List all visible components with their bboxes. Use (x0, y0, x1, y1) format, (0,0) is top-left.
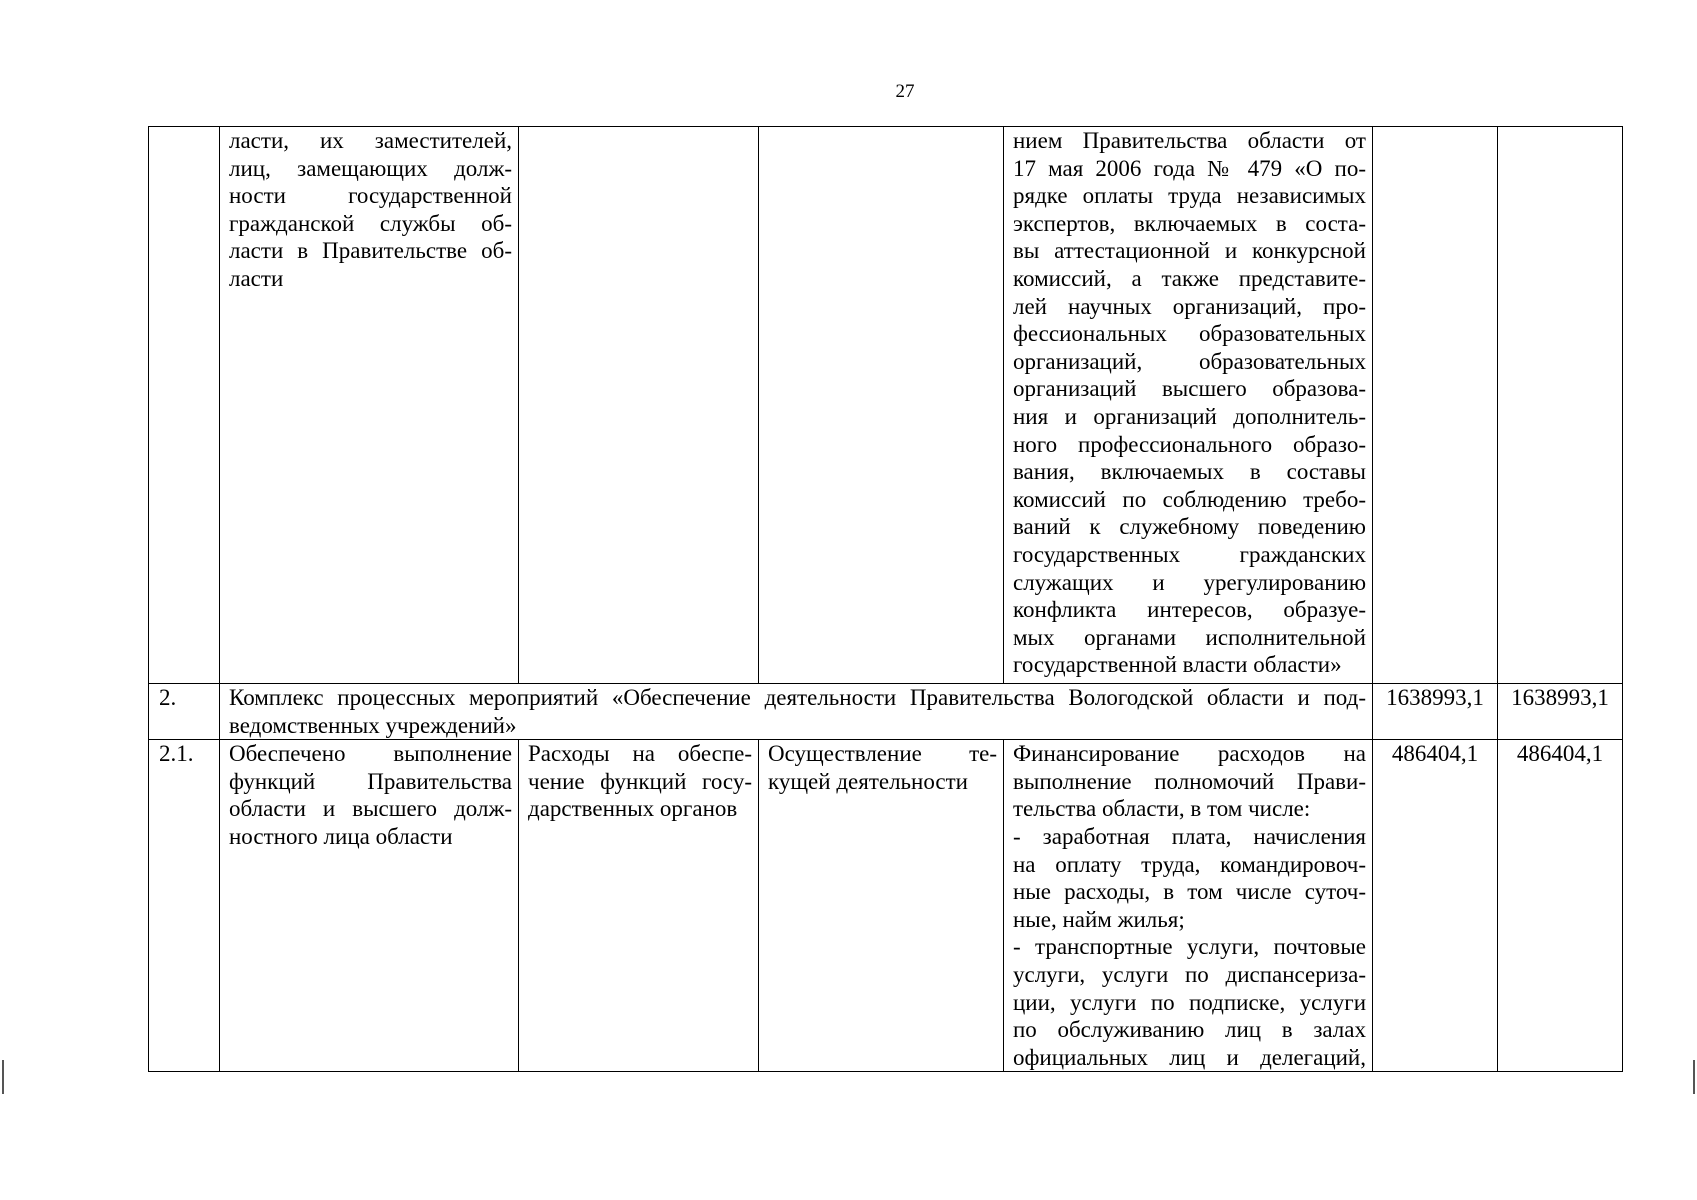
result-text (229, 740, 512, 850)
text-line: Финансирование расходов на (1013, 741, 1366, 767)
text-line: ции, услуги по подписке, услуги (1013, 989, 1366, 1015)
text-line: на оплату труда, командировоч- (1013, 851, 1366, 877)
text-line: Комплекс процессных мероприятий «Обеспечение деятельности Правительства Вологодской области и под- (229, 685, 1366, 710)
text-line: официальных лиц и делегаций, (1013, 1044, 1366, 1070)
text-line: комиссий, а также представите- (1013, 265, 1366, 291)
complex-title (220, 684, 1373, 740)
cell-number-empty (149, 127, 220, 684)
scan-margin-mark-right (1693, 1060, 1695, 1094)
cell-activity-empty (759, 127, 1004, 684)
page-number: 27 (895, 81, 915, 102)
text-line: услуги, услуги по диспансериза- (1013, 961, 1366, 987)
cell-amount-1-empty (1373, 127, 1498, 684)
text-line: лей научных организаций, про- (1013, 293, 1366, 319)
text-line: ния и организаций дополнитель- (1013, 403, 1366, 429)
text-line: гражданской службы об- (229, 210, 512, 236)
cell-result (220, 740, 519, 1072)
text-line: ные расходы, в том числе суточ- (1013, 879, 1366, 905)
text-line: функций Правительства (229, 768, 512, 794)
text-line: мых органами исполнительной (1013, 624, 1366, 650)
text-line: служащих и урегулированию (1013, 569, 1366, 595)
text-line: ваний к служебному поведению (1013, 514, 1366, 540)
cell-description-continued (1004, 127, 1373, 684)
table-row-2-1 (149, 740, 1623, 1072)
cell-activity (759, 740, 1004, 1072)
complex-title-text (229, 684, 1366, 739)
text-line: организаций высшего образова- (1013, 376, 1366, 402)
amount-1: 1638993,1 (1373, 684, 1498, 740)
amount-2: 486404,1 (1498, 740, 1623, 1072)
table-row-2 (149, 684, 1623, 740)
text-line: выполнение полномочий Прави- (1013, 768, 1366, 794)
text-line: фессиональных образовательных (1013, 321, 1366, 347)
text-line: чение функций госу- (528, 768, 752, 794)
row-number: 2. (149, 684, 220, 740)
description-text (1013, 740, 1366, 1071)
cell-amount-2-empty (1498, 127, 1623, 684)
scan-margin-mark-left (2, 1060, 4, 1094)
cell-result-continued (220, 127, 519, 684)
text-line: организаций, образовательных (1013, 348, 1366, 374)
text-line: экспертов, включаемых в соста- (1013, 210, 1366, 236)
row-number: 2.1. (149, 740, 220, 1072)
text-line: Осуществление те- (768, 741, 997, 767)
text-line: дарственных органов (528, 796, 738, 822)
text-line: государственных гражданских (1013, 541, 1366, 567)
text-line: ведомственных учреждений» (229, 712, 517, 738)
text-line: ностного лица области (229, 823, 453, 849)
text-line: Расходы на обеспе- (528, 741, 752, 767)
cell-expense-empty (519, 127, 759, 684)
description-text (1013, 127, 1366, 679)
amount-2: 1638993,1 (1498, 684, 1623, 740)
amount-1: 486404,1 (1373, 740, 1498, 1072)
document-table (148, 126, 1623, 1072)
activity-text (768, 740, 997, 795)
text-line: - заработная плата, начисления (1013, 823, 1366, 849)
text-line: ного профессионального образо- (1013, 431, 1366, 457)
table-row-continued (149, 127, 1623, 684)
text-line: кущей деятельности (768, 768, 968, 794)
text-line: комиссий по соблюдению требо- (1013, 486, 1366, 512)
cell-description (1004, 740, 1373, 1072)
text-line: ности государственной (229, 183, 512, 209)
text-line: тельства области, в том числе: (1013, 796, 1311, 822)
text-line: ласти (229, 265, 284, 291)
text-line: области и высшего долж- (229, 796, 512, 822)
text-line: ные, найм жилья; (1013, 906, 1185, 932)
text-line: лиц, замещающих долж- (229, 155, 512, 181)
text-line: рядке оплаты труда независимых (1013, 183, 1366, 209)
text-line: Обеспечено выполнение (229, 741, 512, 767)
text-line: нием Правительства области от (1013, 128, 1366, 153)
cell-expense (519, 740, 759, 1072)
text-line: 17 мая 2006 года № 479 «О по- (1013, 155, 1366, 181)
text-line: - транспортные услуги, почтовые (1013, 934, 1366, 960)
result-text (229, 127, 512, 293)
text-line: по обслуживанию лиц в залах (1013, 1017, 1366, 1043)
expense-text (528, 740, 752, 823)
text-line: ласти, их заместителей, (229, 128, 512, 153)
text-line: вания, включаемых в составы (1013, 459, 1366, 485)
text-line: ласти в Правительстве об- (229, 238, 512, 264)
text-line: вы аттестационной и конкурсной (1013, 238, 1366, 264)
text-line: государственной власти области» (1013, 652, 1342, 678)
text-line: конфликта интересов, образуе- (1013, 597, 1366, 623)
